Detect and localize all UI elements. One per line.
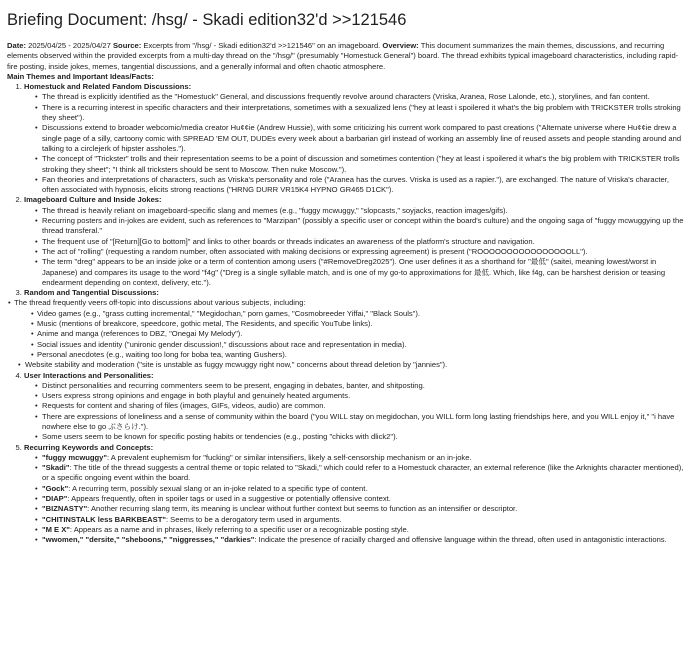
main-themes-heading: Main Themes and Important Ideas/Facts: <box>7 71 154 81</box>
keyword-item <box>42 463 687 484</box>
theme-item <box>24 443 687 546</box>
tangent-subpoints <box>14 309 687 360</box>
list-item: • Anime and manga (references to DBZ, "Onegai My Melody"). <box>37 329 687 339</box>
theme-points <box>24 92 687 195</box>
keyword-item <box>42 535 687 545</box>
keyword-item <box>42 453 687 463</box>
list-item: • Some users seem to be known for specific posting habits or tendencies (e.g., posting "chicks with dlick2"). <box>42 432 687 442</box>
theme-title: User Interactions and Personalities: <box>24 370 154 380</box>
keyword-item <box>42 525 687 535</box>
keyword-desc: : A recurring term, possibly sexual slang or an in-joke related to a specific type of content. <box>68 483 368 493</box>
tangent-intro: The thread frequently veers off-topic into discussions about various subjects, including: <box>14 298 306 308</box>
keyword-term: "fuggy mcwuggy" <box>42 452 107 462</box>
keyword-term: "wwomen," "dersite," "sheboons," "niggresses," "darkies" <box>42 535 255 545</box>
list-item: • There are expressions of loneliness and a sense of community within the board ("you WILL stay on megidochan, you WILL form long lasting friendships here, and you WILL enjoy it," "i have nowhere else to go ぶさらけ."). <box>42 412 687 433</box>
theme-title: Recurring Keywords and Concepts: <box>24 442 154 452</box>
theme-title: Imageboard Culture and Inside Jokes: <box>24 195 162 205</box>
keyword-term: "DIAP" <box>42 494 68 504</box>
list-item: • Fan theories and interpretations of characters, such as Vriska's personality and role ("Aranea has the curves. Vriska is used as a rapier."), are exchanged. The nature of Vriska's character, often associated with hypnosis, elicits strong reactions ("HRNG DURR VR15K4 HYPNO GR465 D1CK"). <box>42 175 687 196</box>
list-item: • The act of "rolling" (requesting a random number, often associated with making decisions or expressing agreement) is present ("ROOOOOOOOOOOOOOOOLL"). <box>42 247 687 257</box>
list-item: • Personal anecdotes (e.g., waiting too long for boba tea, wanting Gushers). <box>37 350 687 360</box>
tangent-tail-list <box>7 360 687 370</box>
keyword-item <box>42 484 687 494</box>
keyword-desc: : Indicate the presence of racially charged and offensive language within the thread, often used in antagonistic interactions. <box>254 535 667 545</box>
list-item: • Video games (e.g., "grass cutting incremental," "Megidochan," porn games, "Cosmobreeder Yiffai," "Black Souls"). <box>37 309 687 319</box>
list-item: • The thread is explicitly identified as the "Homestuck" General, and discussions frequently revolve around characters (Vriska, Aranea, Rose Lalonde, etc.), storylines, and fan content. <box>42 92 687 102</box>
list-item: • The concept of "Trickster" trolls and their representation seems to be a point of discussion and sometimes contention ("hey at least i spoilered it what's the big problem with TRICKSTER trolls stroking they sheet"; "I think all tricksters should be sent to Moscow. Then nuke Moscow."). <box>42 154 687 175</box>
list-item: • Discussions extend to broader webcomic/media creator Hu¢¢ie (Andrew Hussie), with some criticizing his current work compared to past creations ("Alternate universe where Hu¢¢ie drew a single page of a silly, cartoony comic with SPREAD 'EM OUT, DUDEs every week about a barbarian girl instead of working an assembly line of reused assets and people standing around and talking to a circlejerk of hipster assholes."). <box>42 123 687 154</box>
list-item: • Music (mentions of breakcore, speedcore, gothic metal, The Residents, and specific YouTube links). <box>37 319 687 329</box>
keyword-desc: : Appears frequently, often in spoiler tags or used in a suggestive or potentially offensive context. <box>67 494 391 504</box>
themes-list <box>7 288 687 298</box>
list-item <box>14 298 687 360</box>
tangent-list <box>7 298 687 360</box>
list-item: • The thread is heavily reliant on imageboard-specific slang and memes (e.g., "fuggy mcwuggy," "slopcasts," soyjacks, reaction images/gifs). <box>42 206 687 216</box>
themes-list <box>7 82 687 195</box>
overview-value: This document summarizes the main themes, discussions, and recurring elements observed within the provided excerpts from a multi-day thread on the "/hsg/" (presumably "Homestuck General") board. The thread exhibits typical imageboard characteristics, including rapid-fire posting, inside jokes, memes, tangential discussions, and a generally informal and often chaotic atmosphere. <box>7 41 679 71</box>
theme-item <box>24 82 687 195</box>
keyword-term: "CHITINSTALK less BARKBEAST" <box>42 514 166 524</box>
theme-title: Random and Tangential Discussions: <box>24 288 159 298</box>
list-item: • There is a recurring interest in specific characters and their interpretations, sometimes with a sexualized lens ("hey at least i spoilered it what's the big problem with TRICKSTER trolls stroking they sheet"). <box>42 103 687 124</box>
theme-item <box>24 371 687 443</box>
list-item: • Distinct personalities and recurring commenters seem to be present, engaging in debates, banter, and shitposting. <box>42 381 687 391</box>
theme-item <box>24 195 687 288</box>
theme-item <box>24 288 687 298</box>
keyword-item <box>42 494 687 504</box>
document-title: Briefing Document: /hsg/ - Skadi edition32'd >>121546 <box>7 11 407 29</box>
keyword-term: "M E X" <box>42 524 70 534</box>
overview-label: Overview: <box>382 41 419 50</box>
list-item: • Website stability and moderation ("site is unstable as fuggy mcwuggy right now," concerns about thread deletion by "jannies"). <box>25 360 687 370</box>
list-item: • Social issues and identity ("unironic gender discussion!," discussions about race and representation in media). <box>37 340 687 350</box>
keyword-term: "Gock" <box>42 483 69 493</box>
keyword-desc: : Appears as a name and in phrases, likely referring to a specific user or a recognizable posting style. <box>69 524 409 534</box>
list-item: • Users express strong opinions and engage in both playful and genuinely heated arguments. <box>42 391 687 401</box>
keyword-desc: : The title of the thread suggests a central theme or topic related to "Skadi," which could refer to a Homestuck character, an external reference (like the Arknights character mentioned), or a specific ongoing event within the board. <box>42 463 684 483</box>
themes-list <box>7 195 687 288</box>
document-meta <box>7 41 687 72</box>
source-value: Excerpts from "/hsg/ - Skadi edition32'd >>121546" on an imageboard. <box>141 41 383 50</box>
keyword-desc: : Another recurring slang term, its meaning is unclear without further context but seems to function as an intensifier or descriptor. <box>87 504 518 514</box>
date-value: 2025/04/25 - 2025/04/27 <box>26 41 113 50</box>
keyword-item <box>42 504 687 514</box>
keyword-term: "BIZNASTY" <box>42 504 88 514</box>
theme-points <box>24 381 687 443</box>
list-item: • Recurring posters and in-jokes are evident, such as references to "Marzipan" (possibly a specific user or concept within the board's culture) and the ongoing saga of "fuggy mcwuggying up the thread transferal." <box>42 216 687 237</box>
theme-points <box>24 453 687 546</box>
source-label: Source: <box>112 41 142 50</box>
themes-list <box>7 371 687 443</box>
list-item: • Requests for content and sharing of files (images, GIFs, videos, audio) are common. <box>42 401 687 411</box>
list-item: • The frequent use of "[Return][Go to bottom]" and links to other boards or threads indicates an awareness of the platform's structure and navigation. <box>42 237 687 247</box>
keyword-item <box>42 515 687 525</box>
theme-title: Homestuck and Related Fandom Discussions: <box>24 82 192 92</box>
keyword-term: "Skadi" <box>42 463 70 473</box>
themes-list <box>7 443 687 546</box>
theme-points <box>24 206 687 288</box>
list-item: • The term "dreg" appears to be an inside joke or a term of contention among users ("#RemoveDreg2025"). One user defines it as a shorthand for "最低" (saitei, meaning lowest/worst in Japanese) and compares its usage to the word "f4g" ("Dreg is a single syllable match, and is one of my go-to approximations for 最低. Which, like f4g, can be harshest derision or teasing endearment depending on context, delivery, etc."). <box>42 257 687 288</box>
date-label: Date: <box>7 41 26 50</box>
keyword-desc: : A prevalent euphemism for "fucking" or similar intensifiers, likely a self-censorship mechanism or an in-joke. <box>107 452 472 462</box>
keyword-desc: : Seems to be a derogatory term used in arguments. <box>165 514 342 524</box>
